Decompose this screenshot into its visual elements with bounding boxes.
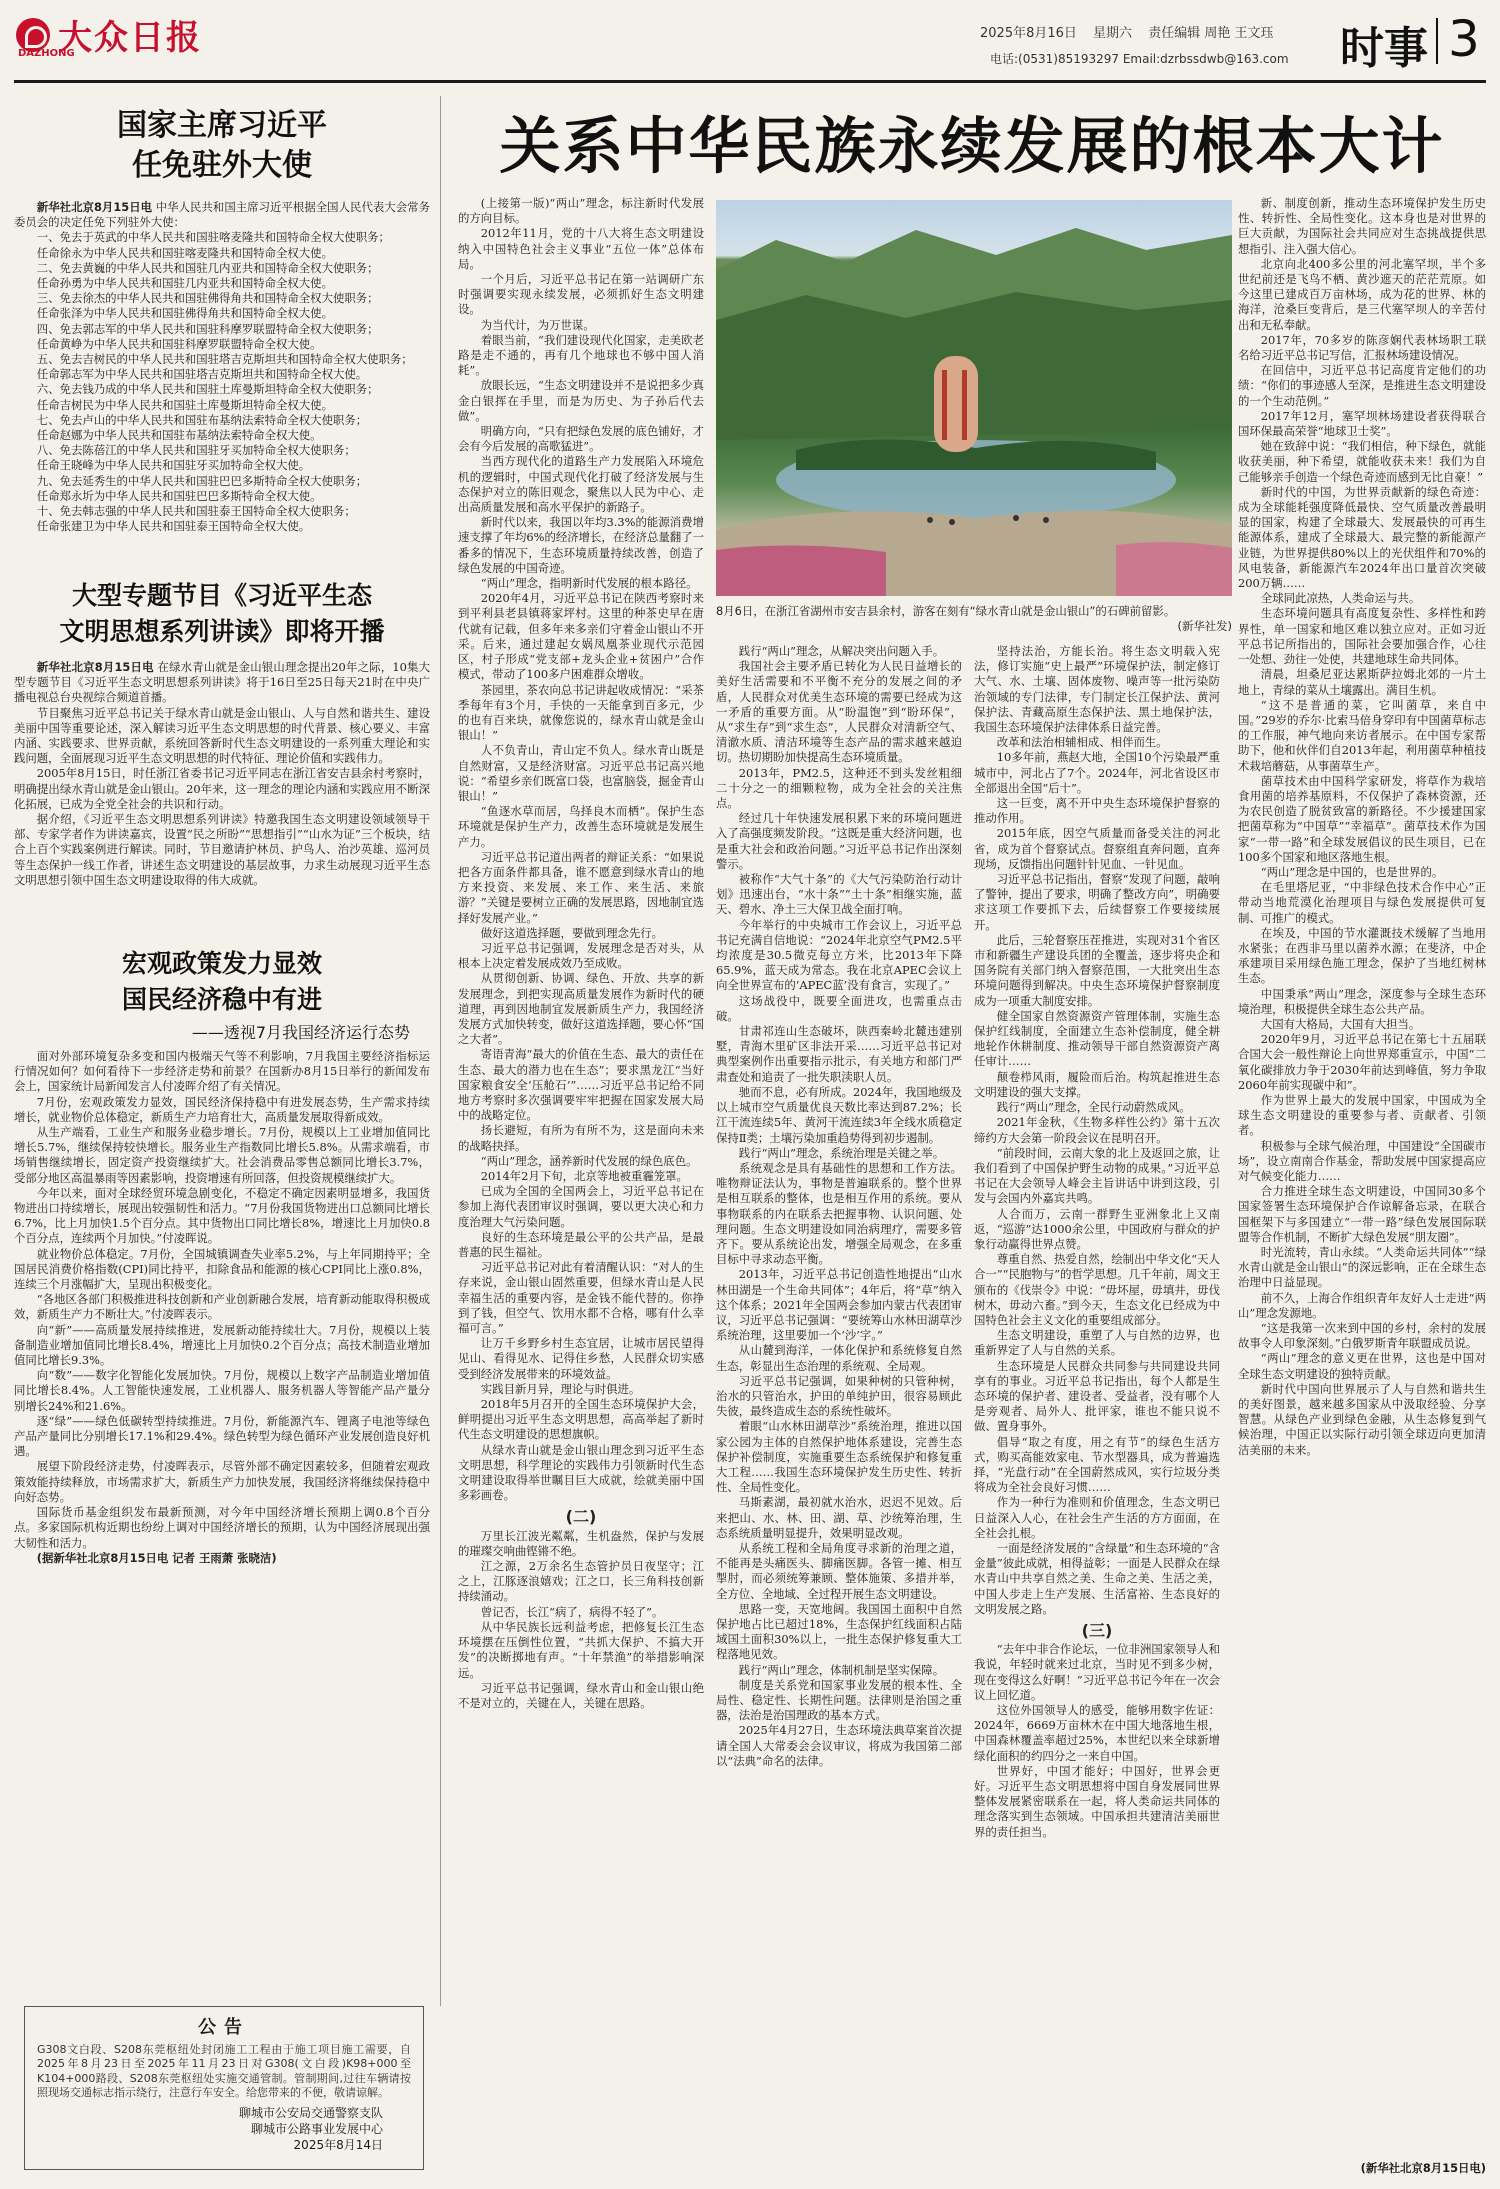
column-divider	[440, 96, 441, 2006]
paragraph: “两山”理念，指明新时代发展的根本路径。	[480, 576, 698, 591]
logo-text: 大众日报	[58, 18, 202, 58]
paragraph: 倡导“取之有度，用之有节”的绿色生活方式，购买高能效家电、节水型器具，成为普遍选择，“光盘行动”在全国蔚然成风，实行垃圾分类将成为全社会良好习惯……	[974, 1434, 1220, 1495]
paragraph: 茶园里，茶农向总书记讲起收成情况：“采茶季每年有3个月，手快的一天能拿到百多元，少的也有百来块，就像您说的，绿水青山就是金山银山！”	[458, 682, 704, 743]
masthead-rule	[14, 80, 1486, 83]
paragraph: 时光流转，青山永续。“人类命运共同体”“绿水青山就是金山银山”的深远影响，正在全球生态治理中日益显现。	[1238, 1245, 1486, 1290]
title-line: 国民经济稳中有进	[121, 985, 322, 1014]
paragraph: 七、免去卢山的中华人民共和国驻布基纳法索特命全权大使职务；	[36, 412, 368, 427]
paragraph: 2005年8月15日，时任浙江省委书记习近平同志在浙江省安吉县余村考察时，明确提出绿水青山就是金山银山。20年来，这一理念的理论内涵和实践应用不断深化拓展，已成为全党全社会的共识和行动。	[14, 766, 430, 811]
notice-body: G308文白段、S208东莞枢纽处封闭施工工程由于施工项目施工需要，自2025年8月23日至2025年11月23日对G308(文白段)K98+000至K104+000路段、S208东莞枢纽处实施交通管制。管制期间,过往车辆请按照现场交通标志指示绕行，注意行车安全。给您带来的不便，敬请谅解。	[37, 2043, 411, 2100]
paragraph: 10多年前，燕赵大地，全国10个污染最严重城市中，河北占了7个。2024年，河北省设区市全部退出全国“后十”。	[974, 750, 1220, 795]
paragraph: 2014年2月下旬，北京等地被重霾笼罩。	[480, 1169, 688, 1183]
paragraph: 2015年底，因空气质量而备受关注的河北省，成为首个督察试点。督察组直奔问题，直奔现场，反馈指出问题针针见血、一针见血。	[974, 826, 1220, 871]
dateline: 新华社北京8月15日电	[36, 200, 153, 214]
paragraph: 改革和法治相辅相成、相伴而生。	[996, 735, 1168, 750]
dateline: 新华社北京8月15日电	[36, 660, 154, 674]
paragraph: 2020年9月，习近平总书记在第七十五届联合国大会一般性辩论上向世界郑重宣示，中国“二氧化碳排放力争于2030年前达到峰值，努力争取2060年前实现碳中和”。	[1238, 1032, 1486, 1092]
paragraph: 积极参与全球气候治理，中国建设“全国碳市场”，设立南南合作基金，帮助发展中国家提高应对气候变化能力……	[1238, 1138, 1486, 1183]
paragraph: 马斯素湖，最初就水治水，迟迟不见效。后来把山、水、林、田、湖、草、沙统筹治理，生态系统质量明显提升，效果明显改观。	[716, 1495, 962, 1540]
paragraph: 放眼长远，“生态文明建设并不是说把多少真金白银挥在手里，而是为历史、为子孙后代去做”。	[458, 378, 704, 423]
paragraph	[14, 660, 430, 706]
paragraph: 二、免去黄巍的中华人民共和国驻几内亚共和国特命全权大使职务；	[36, 260, 379, 275]
paragraph: 今年举行的中央城市工作会议上，习近平总书记充满自信地说：“2024年北京空气PM2.5平均浓度是30.5微克每立方米，比2013年下降65.9%，蓝天成为常态。我在北京APEC会议上向全世界宣布的‘APEC蓝’没有食言，实现了。”	[716, 917, 962, 993]
paragraph: 生态环境问题具有高度复杂性、多样性和跨界性，单一国家和地区难以独立应对。正如习近平总书记所指出的，国际社会要加强合作，心往一处想、劲往一处使，共建地球生命共同体。	[1238, 606, 1486, 667]
paragraph: 九、免去延秀生的中华人民共和国驻巴巴多斯特命全权大使职务；	[36, 473, 368, 488]
paragraph: 任命王晓峰为中华人民共和国驻牙买加特命全权大使。	[36, 458, 311, 473]
main-column-1	[458, 196, 704, 2166]
notice-signatory: 聊城市公路事业发展中心	[250, 2121, 383, 2136]
paragraph: “去年中非合作论坛，一位非洲国家领导人和我说，年轻时就来过北京，当时见不到多少树，现在变得这么好啊！”习近平总书记今年在一次会议上回忆道。	[974, 1642, 1220, 1702]
notice-signatory: 聊城市公安局交通警察支队	[238, 2105, 383, 2120]
paragraph: 在回信中，习近平总书记高度肯定他们的功绩：“你们的事迹感人至深，是推进生态文明建设的一个生动范例。”	[1238, 363, 1486, 408]
paragraph: 从山麓到海洋，一体化保护和系统修复自然生态，彰显出生态治理的系统观、全局观。	[716, 1343, 962, 1373]
title-line: 大型专题节目《习近平生态	[71, 581, 372, 610]
article-economy-subtitle: ——透视7月我国经济运行态势	[191, 1023, 410, 1042]
paragraph: 新时代中国向世界展示了人与自然和谐共生的美好图景，越来越多国家从中汲取经验、分享智慧。从绿色产业到绿色金融，从生态修复到气候治理，中国正以实际行动引领全球迈向更加清洁美丽的未来。	[1238, 1381, 1486, 1457]
section-heading: (三)	[1081, 1621, 1113, 1640]
public-notice	[24, 2006, 424, 2170]
main-column-2	[716, 644, 962, 2166]
paragraph: 国际货币基金组织发布最新预测，对今年中国经济增长预期上调0.8个百分点。多家国际机构近期也纷纷上调对中国经济增长的预期，认为中国经济展现出强大韧性和活力。	[14, 1505, 430, 1550]
paragraph: 生态文明建设，重塑了人与自然的边界，也重新界定了人与自然的关系。	[974, 1328, 1220, 1358]
paragraph: 践行“两山”理念，系统治理是关键之举。	[738, 1145, 945, 1160]
caption-text: 8月6日，在浙江省湖州市安吉县余村，游客在刻有“绿水青山就是金山银山”的石碑前留影。	[716, 604, 1176, 618]
paragraph: 思路一变，天宽地阔。我国国土面积中自然保护地占比已超过18%，生态保护红线面积占陆域国土面积30%以上，一批生态保护修复重大工程落地见效。	[716, 1601, 962, 1662]
paragraph: 习近平总书记强调，如果种树的只管种树，治水的只管治水，护田的单纯护田，很容易顾此失彼，最终造成生态的系统性破坏。	[716, 1373, 962, 1419]
paragraph: 被称作“大气十条”的《大气污染防治行动计划》迅速出台，“水十条”“土十条”相继实施，蓝天、碧水、净土三大保卫战全面打响。	[716, 872, 962, 917]
paragraph: 八、免去陈蓓江的中华人民共和国驻牙买加特命全权大使职务；	[36, 443, 356, 458]
article-program-title	[14, 578, 430, 650]
paragraph: “前段时间，云南大象的北上及返回之旅，让我们看到了中国保护野生动物的成果。”习近平总书记在大会领导人峰会主旨讲话中讲到这段，引发与会国内外嘉宾共鸣。	[974, 1145, 1220, 1206]
paragraph: 一、免去于英武的中华人民共和国驻喀麦隆共和国特命全权大使职务；	[36, 230, 390, 245]
paragraph: 2021年金秋，《生物多样性公约》第十五次缔约方大会第一阶段会议在昆明召开。	[974, 1115, 1220, 1145]
paragraph: 习近平总书记强调，绿水青山和金山银山绝不是对立的，关键在人，关键在思路。	[458, 1680, 704, 1710]
paragraph: 坚持法治，方能长治。将生态文明载入宪法，修订实施“史上最严”环境保护法，制定修订大气、水、土壤、固体废物、噪声等一批污染防治领域的专门法律，专门制定长江保护法、黄河保护法、青藏高原生态保护法、黑土地保护法，我国生态环境保护法律体系日益完善。	[974, 644, 1220, 735]
paragraph: 这位外国领导人的感受，能够用数字佐证：2024年，6669万亩林木在中国大地落地生根，中国森林覆盖率超过25%，本世纪以来全球新增绿化面积的约四分之一来自中国。	[974, 1703, 1220, 1763]
article-ambassadors-body	[14, 200, 430, 560]
paragraph: 从中华民族长远利益考虑，把修复长江生态环境摆在压倒性位置，“共抓大保护、不搞大开发”的决断掷地有声。“十年禁渔”的举措影响深远。	[458, 1619, 704, 1680]
logo-sub: DAZHONG	[18, 48, 75, 59]
paragraph: 2018年5月召开的全国生态环境保护大会，鲜明提出习近平生态文明思想，高高举起了新时代生态文明建设的思想旗帜。	[458, 1397, 704, 1442]
paragraph: 明确方向，“只有把绿色发展的底色铺好，才会有今后发展的高歌猛进”。	[458, 424, 704, 454]
paragraph: 任命吉树民为中华人民共和国驻土库曼斯坦特命全权大使。	[36, 397, 333, 412]
contact-info: 电话:(0531)85193297 Email:dzrbssdwb@163.com	[990, 52, 1289, 66]
paragraph: 着眼当前，“我们建设现代化国家，走美欧老路是走不通的，再有几个地球也不够中国人消耗”。	[458, 332, 704, 378]
paragraph: 就业物价总体稳定。7月份，全国城镇调查失业率5.2%，与上年同期持平；全国居民消费价格指数(CPI)同比持平，扣除食品和能源的核心CPI同比上涨0.8%，连续三个月涨幅扩大，呈现出积极变化。	[14, 1246, 430, 1292]
paragraph: 逐“绿”——绿色低碳转型持续推进。7月份，新能源汽车、锂离子电池等绿色产品产量同比分别增长17.1%和29.4%。绿色转型为绿色循环产业发展创造良好机遇。	[14, 1413, 430, 1459]
paragraph: 从生产端看，工业生产和服务业稳步增长。7月份，规模以上工业增加值同比增长5.7%，继续保持较快增长。服务业生产指数同比增长5.8%。从需求端看，市场销售继续增长，固定资产投资继续扩大。社会消费品零售总额同比增长3.7%，受部分地区高温暴雨等因素影响，投资增速有所回落，但投资规模继续扩大。	[14, 1125, 430, 1185]
section-heading: (二)	[565, 1507, 597, 1527]
paragraph: 甘肃祁连山生态破坏，陕西秦岭北麓违建别墅，青海木里矿区非法开采……习近平总书记对典型案例作出重要指示批示，有关地方和部门严肃查处和追责了一批失职渎职人员。	[716, 1024, 962, 1084]
news-photo	[716, 200, 1232, 596]
paragraph: 为当代计，为万世谋。	[480, 317, 595, 332]
paragraph: 2013年，习近平总书记创造性地提出“山水林田湖是一个生命共同体”；4年后，将“草”纳入这个体系；2021年全国两会参加内蒙古代表团审议，习近平总书记强调：“要统筹山水林田湖草沙系统治理，这里要加一个‘沙’字。”	[716, 1267, 962, 1343]
title-line: 国家主席习近平	[117, 108, 327, 143]
byline: (据新华社北京8月15日电 记者 王雨萧 张晓洁)	[36, 1550, 277, 1565]
paragraph: 人不负青山，青山定不负人。绿水青山既是自然财富，又是经济财富。习近平总书记高兴地说：“希望乡亲们既富口袋，也富脑袋，掘金青山银山！”	[458, 743, 704, 803]
paragraph: 任命郭志军为中华人民共和国驻塔吉克斯坦共和国特命全权大使。	[36, 367, 368, 382]
paragraph: 习近平总书记强调，发展理念是否对头，从根本上决定着发展成效乃至成败。	[458, 940, 704, 971]
paragraph: 这场战役中，既要全面进攻，也需重点击破。	[716, 993, 962, 1023]
paragraph: 北京向北400多公里的河北塞罕坝，半个多世纪前还是飞鸟不栖、黄沙遮天的茫茫荒原。如今这里已建成百万亩林场，成为花的世界、林的海洋，沧桑巨变背后，是三代塞罕坝人的辛苦付出和无私奉献。	[1238, 256, 1486, 332]
caption-credit: (新华社发)	[1177, 619, 1232, 633]
paragraph: 着眼“山水林田湖草沙”系统治理，推进以国家公园为主体的自然保护地体系建设，完善生态保护补偿制度，实施重要生态系统保护和修复重大工程……我国生态环境保护发生历史性、转折性、全局性变化。	[716, 1419, 962, 1495]
issue-editor: 责任编辑 周艳 王文珏	[1148, 26, 1274, 41]
paragraph: 尊重自然、热爱自然，绘制出中华文化“天人合一”“民胞物与”的哲学思想。几千年前，周文王颁布的《伐崇令》中说：“毋坏屋，毋填井，毋伐树木，毋动六畜。”到今天，生态文化已经成为中国特色社会主义文化的重要组成部分。	[974, 1252, 1220, 1327]
paragraph: 四、免去郭志军的中华人民共和国驻科摩罗联盟特命全权大使职务；	[36, 321, 379, 336]
paragraph: 实践目新月异，理论与时俱进。	[480, 1381, 641, 1396]
masthead	[0, 0, 1500, 82]
paragraph: 三、免去徐杰的中华人民共和国驻佛得角共和国特命全权大使职务；	[36, 291, 379, 306]
paragraph: 江之源，2万余名生态管护员日夜坚守；江之上，江豚逐浪嬉戏；江之口，长三角科技创新持续涌动。	[458, 1559, 704, 1604]
paragraph: 系统观念是具有基础性的思想和工作方法。唯物辩证法认为，事物是普遍联系的。整个世界是相互联系的整体，也是相互作用的系统。要从事物联系的内在联系去把握事物、认识问题、处理问题。生态文明建设如同治病理疗，需要多管齐下。要从系统论出发，增强全局观念，在多重目标中寻求动态平衡。	[716, 1160, 962, 1267]
paragraph: “两山”理念，涵养新时代发展的绿色底色。	[480, 1153, 698, 1168]
paragraph: 健全国家自然资源资产管理体制，实施生态保护红线制度，全面建立生态补偿制度，健全耕地轮作休耕制度、推动领导干部自然资源资产离任审计……	[974, 1008, 1220, 1069]
issue-meta	[980, 22, 1285, 41]
paragraph-text: 中华人民共和国主席习近平根据全国人民代表大会常务委员会的决定任免下列驻外大使：	[14, 200, 430, 230]
paragraph: 在埃及，中国的节水灌溉技术缓解了当地用水紧张；在西非马里以菌养水源；在斐济，中企承建项目采用绿色施工理念，保护了当地红树林生态。	[1238, 925, 1486, 986]
article-economy-title	[14, 946, 430, 1018]
paragraph: 生态环境是人民群众共同参与共同建设共同享有的事业。习近平总书记指出，每个人都是生态环境的保护者、建设者、受益者，没有哪个人是旁观者、局外人、批评家，谁也不能只说不做、置身事外。	[974, 1358, 1220, 1434]
main-column-4	[1238, 196, 1486, 2156]
main-endnote: (新华社北京8月15日电)	[1360, 2161, 1486, 2175]
paragraph	[14, 200, 430, 230]
paragraph: 驰而不息，必有所成。2024年，我国地级及以上城市空气质量优良天数比率达到87.2%；长江干流连续5年、黄河干流连续3年全线水质稳定保持Ⅱ类；土壤污染加重趋势得到初步遏制。	[716, 1084, 962, 1145]
paragraph: 2020年4月，习近平总书记在陕西考察时来到平利县老县镇蒋家坪村。这里的种茶史早在唐代就有记载，但多年来多亲们守着金山银山不开采。后来，通过建起女娲凤凰茶业现代示范园区，村子形成“党支部+龙头企业+贫困户”合作模式，带动了100多户困难群众增收。	[458, 591, 704, 682]
paragraph: 任命张建卫为中华人民共和国驻泰王国特命全权大使。	[36, 519, 311, 534]
paragraph: 经过几十年快速发展积累下来的环境问题进入了高强度频发阶段。“这既是重大经济问题，也是重大社会和政治问题。”习近平总书记作出深刻警示。	[716, 811, 962, 871]
paragraph: 我国社会主要矛盾已转化为人民日益增长的美好生活需要和不平衡不充分的发展之间的矛盾，人民群众对优美生态环境的需要已经成为这一矛盾的重要方面。从“盼温饱”到“盼环保”，从“求生存”到“求生态”，人民群众对清新空气、清澈水质、清洁环境等生态产品的需求越来越迫切。热切期盼加快提高生态环境质量。	[716, 659, 962, 765]
paragraph: 她在致辞中说：“我们相信，种下绿色，就能收获美丽，种下希望，就能收获未来！我们为自己能够亲手创造一个绿色奇迹而感到无比自豪！”	[1238, 439, 1486, 484]
paragraph: 从系统工程和全局角度寻求新的治理之道，不能再是头痛医头、脚痛医脚。各管一摊、相互掣肘，而必须统筹兼顾、整体施策、多措并举，全方位、全地域、全过程开展生态文明建设。	[716, 1540, 962, 1601]
paragraph: “两山”理念是中国的，也是世界的。	[1260, 864, 1444, 879]
issue-date: 2025年8月16日	[980, 26, 1077, 41]
section-divider	[1436, 18, 1438, 64]
paragraph: 作为世界上最大的发展中国家，中国成为全球生态文明建设的重要参与者、贡献者、引领者。	[1238, 1092, 1486, 1138]
paragraph: 新、制度创新，推动生态环境保护发生历史性、转折性、全局性变化。这本身也是对世界的巨大贡献，为国际社会共同应对生态挑战提供思想指引、注入强大信心。	[1238, 196, 1486, 256]
paragraph: 向“新”——高质量发展持续推进，发展新动能持续壮大。7月份，规模以上装备制造业增加值同比增长8.4%，增速比上月加快0.2个百分点；高技术制造业增加值同比增长9.3%。	[14, 1322, 430, 1368]
paragraph: 任命张泽为中华人民共和国驻佛得角共和国特命全权大使。	[36, 306, 333, 321]
paragraph: 做好这道选择题，要做到理念先行。	[480, 925, 664, 940]
paragraph: 展望下阶段经济走势，付凌晖表示，尽管外部不确定因素较多，但随着宏观政策效能持续释放，市场需求扩大，新质生产力加快发展，我国经济将继续保持稳中向好态势。	[14, 1459, 430, 1504]
article-ambassadors-title	[14, 106, 430, 186]
paragraph: 一个月后，习近平总书记在第一站调研广东时强调要实现永续发展，必须抓好生态文明建设。	[458, 272, 704, 317]
paragraph-text: 在绿水青山就是金山银山理念提出20年之际，10集大型专题节目《习近平生态文明思想系列讲读》将于16日至25日每天21时在中央广播电视总台央视综合频道首播。	[14, 660, 430, 705]
paragraph: 从绿水青山就是金山银山理念到习近平生态文明思想，科学理论的实践伟力引领新时代生态文明建设取得举世瞩目巨大成就，绘就美丽中国多彩画卷。	[458, 1442, 704, 1503]
paragraph: 十、免去韩志强的中华人民共和国驻泰王国特命全权大使职务；	[36, 504, 356, 519]
paragraph: 任命郑永圻为中华人民共和国驻巴巴多斯特命全权大使。	[36, 488, 322, 503]
paragraph: 在毛里塔尼亚，“中非绿色技术合作中心”正带动当地荒漠化治理项目与绿色发展提供可复制、可推广的模式。	[1238, 880, 1486, 925]
paragraph: 7月份，宏观政策发力显效，国民经济保持稳中有进发展态势，生产需求持续增长，就业物价总体稳定，新质生产力培育壮大，高质量发展取得新成效。	[14, 1094, 430, 1124]
photo-caption	[716, 604, 1232, 634]
paragraph: 习近平总书记指出，督察“发现了问题，敲响了警钟，提出了要求，明确了整改方向”，明确要求这项工作要抓下去，后续督察工作要接续展开。	[974, 872, 1220, 932]
paragraph: 践行“两山”理念，从解决突出问题入手。	[738, 644, 945, 658]
paragraph: 据介绍，《习近平生态文明思想系列讲读》特邀我国生态文明建设领域领导干部、专家学者作为讲读嘉宾，设置“民之所盼”“思想指引”“山水为证”三个板块，结合上百个实践案例进行解读。同时，节目邀请护林员、护鸟人、治沙英雄、巡河员等生态保护一线工作者，讲述生态文明建设的基层故事，力求生动展现习近平生态文明思想引领中国生态文明建设取得的伟大成就。	[14, 812, 430, 887]
paragraph: 2025年4月27日，生态环境法典草案首次提请全国人大常委会会议审议，将成为我国第二部以“法典”命名的法律。	[716, 1723, 962, 1768]
title-line: 文明思想系列讲读》即将开播	[59, 617, 385, 646]
paragraph: 任命赵娜为中华人民共和国驻布基纳法索特命全权大使。	[36, 428, 322, 443]
paragraph: 践行“两山”理念，体制机制是坚实保障。	[738, 1662, 945, 1677]
article-program-body	[14, 660, 430, 928]
paragraph: 任命孙勇为中华人民共和国驻几内亚共和国特命全权大使。	[36, 276, 333, 291]
paragraph: 2017年12月，塞罕坝林场建设者获得联合国环保最高荣誉“地球卫士奖”。	[1238, 408, 1486, 439]
paragraph: 习近平总书记对此有着清醒认识：“对人的生存来说，金山银山固然重要，但绿水青山是人民幸福生活的重要内容，是金钱不能代替的。你挣到了钱，但空气、饮用水都不合格，哪有什么幸福可言。”	[458, 1260, 704, 1336]
paragraph: 此后，三轮督察压茬推进，实现对31个省区市和新疆生产建设兵团的全覆盖，逐步将央企和国务院有关部门纳入督察范围，一大批突出生态环境问题得到解决。中央生态环境保护督察制度成为一项重大制度安排。	[974, 932, 1220, 1008]
paragraph: 作为一种行为准则和价值理念，生态文明已日益深入人心，在社会生产生活的方方面面，在全社会扎根。	[974, 1495, 1220, 1540]
issue-weekday: 星期六	[1093, 26, 1133, 41]
paragraph: 扬长避短，有所为有所不为，这是面向未来的战略抉择。	[458, 1123, 704, 1153]
paragraph: 菌草技术由中国科学家研发，将草作为栽培食用菌的培养基原料，不仅保护了森林资源，还为农民创造了脱贫致富的新路径。不少援建国家把菌草称为“中国草”“幸福草”。菌草技术作为国家“一带一路”和全球发展倡议的民生项目，已在100多个国家和地区落地生根。	[1238, 773, 1486, 864]
paragraph: 制度是关系党和国家事业发展的根本性、全局性、稳定性、长期性问题。法律则是治国之重器，法治是治国理政的基本方式。	[716, 1677, 962, 1723]
paragraph: 一面是经济发展的“含绿量”和生态环境的“含金量”彼此成就，相得益彰；一面是人民群众在绿水青山中共享自然之美、生命之美、生活之美，中国人步走上生产发展、生活富裕、生态良好的文明发展之路。	[974, 1540, 1220, 1616]
paragraph: 人合而万，云南一群野生亚洲象北上又南返，“巡游”达1000余公里，中国政府与群众的护象行动赢得世界点赞。	[974, 1206, 1220, 1251]
paragraph: “这不是普通的菜，它叫菌草，来自中国。”29岁的乔尔·比索马倍身穿印有中国菌草标志的工作服，神气地向来访者展示。在中国专家帮助下，他和伙伴们自2013年起，利用菌草种植技术栽培蘑菇，从事菌草生产。	[1238, 697, 1486, 773]
paragraph: 世界好，中国才能好；中国好，世界会更好。习近平生态文明思想将中国自身发展同世界整体发展紧密联系在一起，将人类命运共同体的理念落实到生态领域。中国承担共建清洁美丽世界的责任担当。	[974, 1763, 1220, 1839]
paragraph: 面对外部环境复杂多变和国内极端天气等不利影响，7月我国主要经济指标运行情况如何？如何看待下一步经济走势和前景？在国新办8月15日举行的新闻发布会上，国家统计局新闻发言人付凌晖介绍了有关情况。	[14, 1049, 430, 1094]
paragraph: 当西方现代化的道路生产力发展陷入环境危机的逻辑时，中国式现代化打破了经济发展与生态保护对立的陈旧观念，聚焦以人民为中心、走出高质量发展和高水平保护的新路子。	[458, 454, 704, 515]
paragraph: 新时代以来，我国以年均3.3%的能源消费增速支撑了年均6%的经济增长，在经济总量翻了一番多的情况下，生态环境质量持续改善，创造了绿色发展的中国奇迹。	[458, 515, 704, 575]
notice-title: 公告	[198, 2017, 250, 2038]
article-program	[14, 578, 430, 928]
paragraph: 六、免去钱乃成的中华人民共和国驻土库曼斯坦特命全权大使职务；	[36, 382, 379, 397]
paragraph: 这一巨变，离不开中央生态环境保护督察的推动作用。	[974, 796, 1220, 826]
paragraph: 大国有大格局，大国有大担当。	[1260, 1016, 1421, 1031]
paragraph: 寄语青海“最大的价值在生态、最大的责任在生态、最大的潜力也在生态”；要求黑龙江“当好国家粮食安全‘压舱石’”……习近平总书记给不同地方考察时多次强调要牢牢把握在国家发展大局中的战略定位。	[458, 1047, 704, 1123]
paragraph: (上接第一版)“两山”理念，标注新时代发展的方向目标。	[458, 196, 704, 226]
paragraph: 五、免去吉树民的中华人民共和国驻塔吉克斯坦共和国特命全权大使职务；	[36, 352, 413, 367]
paragraph: 万里长江波光粼粼，生机盎然，保护与发展的璀璨交响曲铿锵不绝。	[458, 1528, 704, 1558]
main-column-3	[974, 644, 1220, 2166]
paragraph: 良好的生态环境是最公平的公共产品，是最普惠的民生福祉。	[458, 1229, 704, 1260]
paragraph: 全球同此凉热，人类命运与共。	[1260, 591, 1421, 606]
paragraph: “各地区各部门积极推进科技创新和产业创新融合发展，培育新动能取得积极成效，新质生产力不断壮大。”付凌晖表示。	[14, 1292, 430, 1322]
paragraph: 习近平总书记道出两者的辩证关系：“如果说把各方面条件都具备，谁不愿意到绿水青山的地方来投资、来发展、来工作、来生活、来旅游？”关键是要树立正确的发展思路，因地制宜选择好发展产业。”	[458, 849, 704, 925]
paragraph: 前不久，上海合作组织青年友好人士走进“两山”理念发源地。	[1238, 1290, 1486, 1320]
main-headline: 关系中华民族永续发展的根本大计	[499, 111, 1445, 182]
paragraph: 已成为全国的全国两会上，习近平总书记在参加上海代表团审议时强调，要以更大决心和力度治理大气污染问题。	[458, 1184, 704, 1229]
paragraph: 今年以来，面对全球经贸环境急剧变化，不稳定不确定因素明显增多，我国货物进出口持续增长，展现出较强韧性和活力。“7月份我国货物进出口总额同比增长6.7%，比上月加快1.5个百分点。其中货物出口同比增长8%，增速比上月加快0.8个百分点，连续两个月加快。”付凌晖说。	[14, 1185, 430, 1246]
photo-illustration	[716, 200, 1232, 596]
paragraph: 2013年，PM2.5，这种还不到头发丝粗细二十分之一的细颗粒物，成为全社会的关注焦点。	[716, 765, 962, 811]
paragraph: 节目聚焦习近平总书记关于绿水青山就是金山银山、人与自然和谐共生、建设美丽中国等重要论述，深入解读习近平生态文明思想的时代背景、核心要义、丰富内涵、实践要求、世界贡献，系统回答新时代生态文明建设的一系列重大理论和实践问题，全面展现习近平生态文明思想的时代特征、理论价值和实践伟力。	[14, 705, 430, 766]
paragraph: 2012年11月，党的十八大将生态文明建设纳入中国特色社会主义事业“五位一体”总体布局。	[458, 226, 704, 271]
title-line: 任免驻外大使	[132, 148, 312, 183]
notice-date: 2025年8月14日	[293, 2137, 383, 2152]
article-economy-body	[14, 1049, 430, 1739]
paragraph: 合力推进全球生态文明建设，中国同30多个国家签署生态环境保护合作谅解备忘录，在联合国框架下与多国建立“一带一路”绿色发展国际联盟等合作机制，不断扩大绿色发展“朋友圈”。	[1238, 1184, 1486, 1244]
article-ambassadors	[14, 106, 430, 560]
paragraph: 2017年，70多岁的陈彦娴代表林场职工联名给习近平总书记写信，汇报林场建设情况。	[1238, 332, 1486, 363]
paragraph: 颠卷栉风雨，履险而后治。构筑起推进生态文明建设的强大支撑。	[974, 1069, 1220, 1099]
article-economy	[14, 946, 430, 1739]
title-line: 宏观政策发力显效	[121, 949, 322, 978]
paragraph: “鱼逐水草而居，鸟择良木而栖”。保护生态环境就是保护生产力，改善生态环境就是发展生产力。	[458, 804, 704, 849]
paragraph: 新时代的中国，为世界贡献新的绿色奇迹：成为全球能耗强度降低最快、空气质量改善最明显的国家，构建了全球最大、发展最快的可再生能源体系，建成了全球最大、最完整的新能源产业链，为世界提供80%以上的光伏组件和70%的风电装备，新能源汽车2024年出口量首次突破200万辆……	[1238, 484, 1486, 591]
paragraph: 任命黄峥为中华人民共和国驻科摩罗联盟特命全权大使。	[36, 336, 322, 351]
paragraph: 任命徐永为中华人民共和国驻喀麦隆共和国特命全权大使。	[36, 245, 333, 260]
logo-icon	[16, 18, 50, 52]
paragraph: 曾记否，长江“病了，病得不轻了”。	[480, 1604, 664, 1619]
paragraph: “这是我第一次来到中国的乡村，余村的发展故事令人印象深刻。”白俄罗斯青年联盟成员说。	[1238, 1321, 1486, 1351]
left-column	[14, 96, 430, 1739]
paragraph: 清晨，坦桑尼亚达累斯萨拉姆北郊的一片土地上，青绿的菜从土壤露出。满目生机。	[1238, 667, 1486, 697]
paragraph: 让万千乡野乡村生态宜居，让城市居民望得见山、看得见水、记得住乡愁，人民群众切实感受到经济发展带来的环境效益。	[458, 1336, 704, 1381]
page-number: 3	[1448, 10, 1480, 68]
paragraph: “两山”理念的意义更在世界，这也是中国对全球生态文明建设的独特贡献。	[1238, 1351, 1486, 1381]
paragraph: 从贯彻创新、协调、绿色、开放、共享的新发展理念，到把实现高质量发展作为新时代的硬道理，再到因地制宜发展新质生产力，我国经济发展方式加快转变，做好这道选择题，要心怀“国之大者”。	[458, 971, 704, 1047]
paragraph: 向“数”——数字化智能化发展加快。7月份，规模以上数字产品制造业增加值同比增长8.4%。人工智能快速发展，工业机器人、服务机器人等智能产品产量分别增长24%和21.6%。	[14, 1368, 430, 1413]
paragraph: 中国秉承“两山”理念，深度参与全球生态环境治理，积极提供全球生态公共产品。	[1238, 986, 1486, 1016]
section-name: 时事	[1340, 23, 1428, 74]
paragraph: 践行“两山”理念，全民行动蔚然成风。	[996, 1100, 1191, 1115]
